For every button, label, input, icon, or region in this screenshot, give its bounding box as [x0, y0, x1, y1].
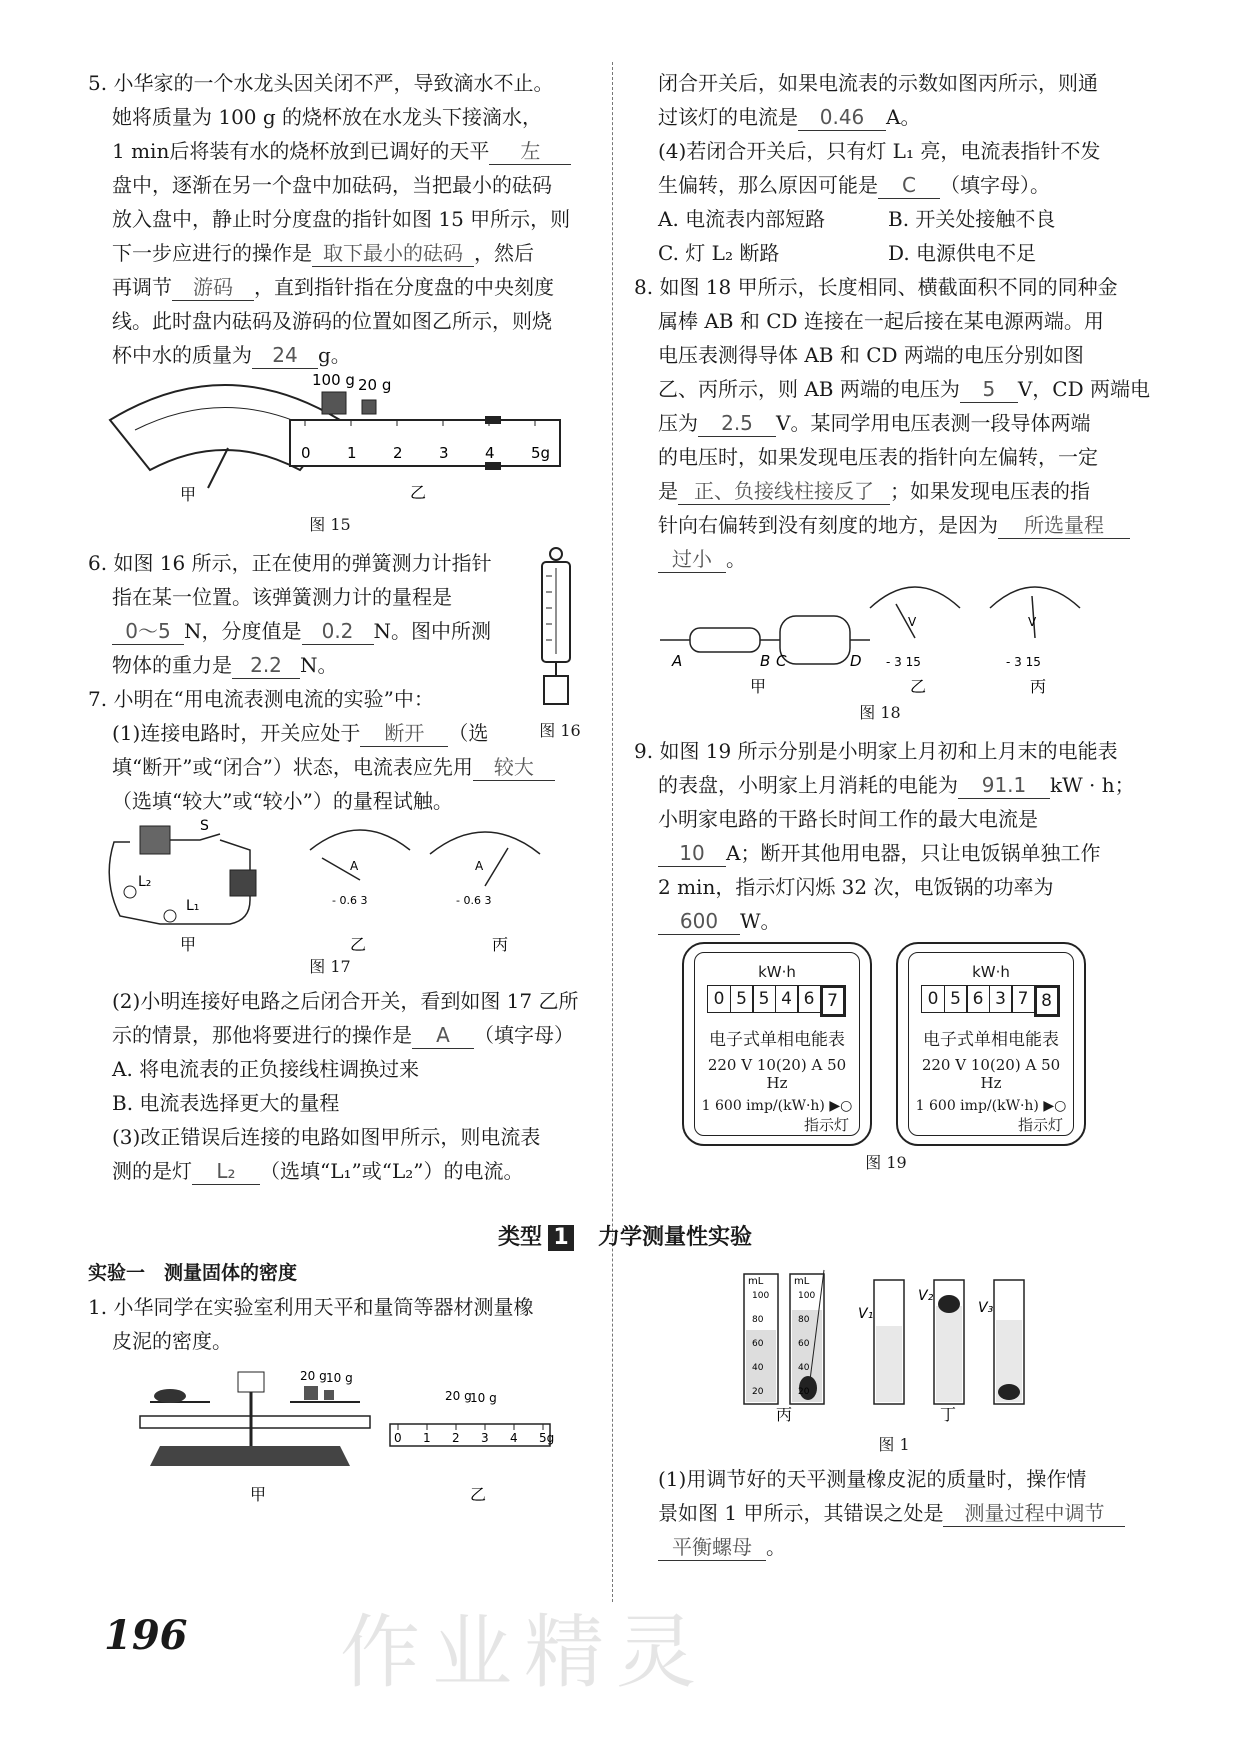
question-7-continued	[88, 984, 608, 1188]
figure-caption: 图 1	[878, 1435, 910, 1454]
column-divider	[612, 62, 613, 1602]
q8-line: 8. 如图 18 甲所示，长度相同、横截面积不同的同种金	[634, 275, 1118, 299]
meter-spec: 220 V 10(20) A 50 Hz	[921, 1056, 1061, 1092]
q8-line: V。某同学用电压表测一段导体两端	[776, 411, 1091, 435]
answer-blank: L₂	[192, 1158, 260, 1185]
question-6	[88, 546, 518, 682]
q7-line: 填“断开”或“闭合”）状态，电流表应先用	[112, 755, 473, 779]
exp1-line: 1. 小华同学在实验室利用天平和量筒等器材测量橡	[88, 1295, 534, 1319]
answer-blank: 所选量程	[998, 512, 1130, 539]
unit-label: mL	[794, 1276, 810, 1287]
question-7-right	[634, 66, 1154, 270]
weight-label: 20 g	[300, 1369, 327, 1383]
answer-blank: 600	[658, 908, 740, 935]
question-7	[88, 682, 608, 818]
fig18-label-jia: 甲	[750, 677, 767, 696]
q7-line: 闭合开关后，如果电流表的示数如图丙所示，则通	[658, 71, 1098, 95]
q9-line: kW · h；	[1050, 773, 1135, 797]
answer-blank: 断开	[360, 720, 448, 747]
q9-line: 9. 如图 19 所示分别是小明家上月初和上月末的电能表	[634, 739, 1118, 763]
q7-line: 过该灯的电流是	[658, 105, 798, 129]
meter-digit: 5	[730, 985, 754, 1013]
q8-line: 是	[658, 479, 678, 503]
answer-blank: A	[412, 1022, 474, 1049]
answer-blank: 游码	[172, 274, 254, 301]
fig17-label-yi: 乙	[350, 935, 367, 954]
exp1-line: 。	[766, 1535, 786, 1559]
ammeter-dial-icon	[310, 830, 410, 907]
option-d: D. 电源供电不足	[888, 241, 1037, 265]
volume-label: V₁	[858, 1306, 874, 1322]
scale-tick-label: 4	[510, 1431, 518, 1445]
meter-digits	[695, 985, 859, 1017]
indicator-lamp-icon: ▶○	[1038, 1098, 1067, 1114]
figure-17	[100, 820, 600, 960]
q7-line: A。	[886, 105, 921, 129]
meter-digit: 7	[1011, 985, 1035, 1013]
volume-label: V₂	[918, 1288, 934, 1304]
meter-unit: kW·h	[758, 963, 796, 981]
figure-15	[100, 370, 600, 510]
weight-label: 10 g	[470, 1391, 497, 1405]
meter-digit: 3	[989, 985, 1013, 1013]
terminal-labels: - 0.6 3	[332, 894, 368, 907]
option-b: B. 开关处接触不良	[888, 207, 1056, 231]
terminal-labels: - 3 15	[886, 655, 921, 669]
answer-blank: 0.46	[798, 104, 886, 131]
section-header	[0, 1220, 1250, 1251]
q5-line: 盘中，逐渐在另一个盘中加砝码，当把最小的砝码	[112, 173, 552, 197]
energy-meter-start	[682, 942, 872, 1146]
q5-line: 杯中水的质量为	[112, 343, 252, 367]
terminal-labels: - 3 15	[1006, 655, 1041, 669]
scale-tick-label: 1	[423, 1431, 431, 1445]
energy-meter-end	[896, 942, 1086, 1146]
scale-tick-label: 5g	[531, 444, 551, 462]
ammeter-dial-icon	[430, 832, 540, 907]
point-label: C	[776, 652, 787, 670]
exp1-line: 皮泥的密度。	[112, 1329, 232, 1353]
option-a: A. 电流表内部短路	[658, 207, 826, 231]
answer-blank: 平衡螺母	[658, 1534, 766, 1561]
experiment-title: 实验一 测量固体的密度	[88, 1262, 298, 1284]
balance-icon	[140, 1372, 370, 1466]
answer-blank: 左	[489, 138, 571, 165]
q5-line: 线。此时盘内砝码及游码的位置如图乙所示，则烧	[112, 309, 552, 333]
scale-tick-label: 5g	[539, 1431, 555, 1445]
meter-title: 电子式单相电能表	[709, 1030, 845, 1050]
meter-digit: 7	[820, 985, 846, 1017]
lamp-label: 指示灯	[1017, 1116, 1063, 1134]
q8-line: 针向右偏转到没有刻度的地方，是因为	[658, 513, 998, 537]
q9-line: 的表盘，小明家上月消耗的电能为	[658, 773, 958, 797]
option-a: A. 将电流表的正负接线柱调换过来	[112, 1057, 420, 1081]
fig17-label-bing: 丙	[492, 935, 509, 954]
q5-line: 再调节	[112, 275, 172, 299]
q9-line: W。	[740, 909, 781, 933]
meter-title: 电子式单相电能表	[923, 1030, 1059, 1050]
q7-line: （选填“较大”或“较小”）的量程试触。	[112, 789, 453, 813]
question-9	[634, 734, 1154, 938]
point-label: A	[672, 652, 683, 670]
point-label: B	[760, 652, 771, 670]
watermark: 作业精灵	[340, 1606, 708, 1699]
answer-blank: 过小	[658, 546, 726, 573]
q8-line: ；如果发现电压表的指	[890, 479, 1090, 503]
terminal-labels: - 0.6 3	[456, 894, 492, 907]
weight-icon	[322, 392, 376, 414]
answer-blank: 10	[658, 840, 726, 867]
q9-line: 小明家电路的干路长时间工作的最大电流是	[658, 807, 1038, 831]
meter-digit: 6	[797, 985, 821, 1013]
question-5	[88, 66, 603, 372]
weight-label: 20 g	[358, 376, 392, 394]
voltmeter-dial-icon	[870, 587, 960, 669]
fig18-label-yi: 乙	[910, 677, 927, 696]
meter-digit: 4	[775, 985, 799, 1013]
section-type: 类型	[497, 1225, 542, 1250]
q8-line: 。	[726, 547, 746, 571]
figure-1-cylinders	[740, 1270, 1080, 1424]
indicator-lamp-icon: ▶○	[824, 1098, 853, 1114]
fig18-label-bing: 丙	[1030, 677, 1047, 696]
q7-line: 生偏转，那么原因可能是	[658, 173, 878, 197]
figure-caption: 图 18	[859, 703, 901, 722]
svg-text:A: A	[475, 859, 484, 873]
answer-blank: 0.2	[302, 618, 374, 645]
q6-line: 物体的重力是	[112, 653, 232, 677]
scale-tick-label: 2	[452, 1431, 460, 1445]
answer-blank: 正、负接线柱接反了	[678, 478, 890, 505]
q5-line: 5. 小华家的一个水龙头因关闭不严，导致滴水不止。	[88, 71, 554, 95]
switch-label: S	[200, 818, 209, 834]
q7-line: （选填“L₁”或“L₂”）的电流。	[260, 1159, 524, 1183]
svg-text:V: V	[908, 615, 917, 629]
fig15-label-yi: 乙	[410, 483, 427, 502]
q5-line: 放入盘中，静止时分度盘的指针如图 15 甲所示，则	[112, 207, 571, 231]
q6-line: 指在某一位置。该弹簧测力计的量程是	[112, 585, 452, 609]
fig1-label-bing: 丙	[776, 1405, 793, 1424]
q5-line: ，然后	[474, 241, 534, 265]
q7-line: 7. 小明在“用电流表测电流的实验”中：	[88, 687, 434, 711]
figure-18	[660, 570, 1120, 710]
q8-line: 乙、丙所示，则 AB 两端的电压为	[658, 377, 960, 401]
answer-blank: 91.1	[958, 772, 1050, 799]
meter-spec: 220 V 10(20) A 50 Hz	[707, 1056, 847, 1092]
weight-label: 10 g	[326, 1371, 353, 1385]
volume-label: V₃	[978, 1300, 994, 1316]
meter-digit: 5	[752, 985, 776, 1013]
cylinder-tick-label: 80	[752, 1315, 764, 1325]
svg-text:V: V	[1028, 615, 1037, 629]
section-number: 1	[548, 1225, 574, 1251]
q7-line: （选	[448, 721, 489, 745]
q6-line: 6. 如图 16 所示，正在使用的弹簧测力计指针	[88, 551, 492, 575]
cylinder-tick-label: 40	[752, 1363, 764, 1373]
answer-blank: 24	[252, 342, 318, 369]
q9-line: 2 min，指示灯闪烁 32 次，电饭锅的功率为	[658, 875, 1054, 899]
question-8	[634, 270, 1154, 576]
q7-line: 示的情景，那他将要进行的操作是	[112, 1023, 412, 1047]
scale-tick-label: 2	[393, 444, 403, 462]
lamp-label: L₂	[138, 874, 152, 890]
figure-caption: 图 15	[309, 515, 351, 534]
weight-label: 100 g	[312, 371, 355, 389]
cylinder-tick-label: 100	[798, 1291, 816, 1301]
experiment-1	[88, 1256, 608, 1358]
q8-line: 电压表测得导体 AB 和 CD 两端的电压分别如图	[658, 343, 1084, 367]
svg-text:A: A	[350, 859, 359, 873]
experiment-1-q1	[658, 1462, 1158, 1564]
cylinder-tick-label: 40	[798, 1363, 810, 1373]
figure-caption: 图 16	[539, 721, 581, 740]
fig17-label-jia: 甲	[180, 935, 197, 954]
scale-tick-label: 0	[394, 1431, 402, 1445]
exp1-line: 景如图 1 甲所示，其错误之处是	[658, 1501, 944, 1525]
answer-blank: C	[878, 172, 940, 199]
cylinder-tick-label: 20	[798, 1387, 810, 1397]
unit-label: mL	[748, 1276, 764, 1287]
fig1-label-jia: 甲	[250, 1485, 267, 1504]
overflow-cylinders-icon	[874, 1280, 1024, 1404]
q6-line: N，分度值是	[184, 619, 302, 643]
q5-line: ，直到指针指在分度盘的中央刻度	[254, 275, 554, 299]
q7-line: (2)小明连接好电路之后闭合开关，看到如图 17 乙所	[112, 989, 579, 1013]
meter-unit: kW·h	[972, 963, 1010, 981]
scale-tick-label: 1	[347, 444, 357, 462]
q7-line: （填字母）	[474, 1023, 574, 1047]
lamp-label: 指示灯	[803, 1116, 849, 1134]
figure-caption: 图 19	[865, 1153, 907, 1172]
scale-tick-label: 3	[439, 444, 449, 462]
point-label: D	[850, 652, 862, 670]
q6-line: N。图中所测	[373, 619, 491, 643]
meter-imp: 1 600 imp/(kW·h)	[701, 1098, 825, 1114]
answer-blank: 0～5	[112, 618, 184, 645]
fig15-label-jia: 甲	[180, 485, 197, 504]
rider-scale	[390, 1424, 550, 1446]
q8-line: 压为	[658, 411, 698, 435]
q5-line: 下一步应进行的操作是	[112, 241, 312, 265]
lamp-label: L₁	[186, 898, 200, 914]
scale-tick-label: 4	[485, 444, 495, 462]
figure-1-balance	[140, 1362, 560, 1512]
weight-label: 20 g	[445, 1389, 472, 1403]
section-name: 力学测量性实验	[598, 1225, 753, 1250]
meter-digit: 6	[966, 985, 990, 1013]
figure-caption: 图 17	[309, 957, 351, 976]
fig1-label-yi: 乙	[470, 1485, 487, 1504]
option-c: C. 灯 L₂ 断路	[658, 241, 780, 265]
q7-line: （填字母）。	[940, 173, 1050, 197]
q8-line: 的电压时，如果发现电压表的指针向左偏转，一定	[658, 445, 1098, 469]
rider-scale	[290, 416, 560, 470]
answer-blank: 2.5	[698, 410, 776, 437]
q5-line: 她将质量为 100 g 的烧杯放在水龙头下接滴水，	[112, 105, 543, 129]
meter-digit: 0	[707, 985, 731, 1013]
scale-tick-label: 0	[301, 444, 311, 462]
q8-line: 属棒 AB 和 CD 连接在一起后接在某电源两端。用	[658, 309, 1104, 333]
q5-line: g。	[318, 343, 351, 367]
cylinder-tick-label: 20	[752, 1387, 764, 1397]
cylinder-tick-label: 100	[752, 1291, 770, 1301]
q7-line: (3)改正错误后连接的电路如图甲所示，则电流表	[112, 1125, 541, 1149]
q7-line: (1)连接电路时，开关应处于	[112, 721, 361, 745]
cylinder-tick-label: 60	[752, 1339, 764, 1349]
q9-line: A；断开其他用电器，只让电饭锅单独工作	[726, 841, 1101, 865]
q8-line: V，CD 两端电	[1017, 377, 1150, 401]
meter-digits	[909, 985, 1073, 1017]
exp1-line: (1)用调节好的天平测量橡皮泥的质量时，操作情	[658, 1467, 1087, 1491]
meter-digit: 0	[921, 985, 945, 1013]
cylinder-tick-label: 60	[798, 1339, 810, 1349]
circuit-diagram	[109, 826, 256, 924]
q6-line: N。	[300, 653, 338, 677]
answer-blank: 测量过程中调节	[943, 1500, 1125, 1527]
q5-line: 1 min后将装有水的烧杯放到已调好的天平	[112, 139, 490, 163]
answer-blank: 取下最小的砝码	[312, 240, 474, 267]
answer-blank: 较大	[473, 754, 555, 781]
cylinder-tick-label: 80	[798, 1315, 810, 1325]
meter-digit: 5	[944, 985, 968, 1013]
scale-tick-label: 3	[481, 1431, 489, 1445]
page-number: 196	[104, 1612, 188, 1659]
fig1-label-ding: 丁	[940, 1405, 957, 1424]
voltmeter-dial-icon	[990, 587, 1080, 669]
answer-blank: 5	[960, 376, 1018, 403]
meter-digit: 8	[1034, 985, 1060, 1017]
meter-imp: 1 600 imp/(kW·h)	[915, 1098, 1039, 1114]
option-b: B. 电流表选择更大的量程	[112, 1091, 340, 1115]
q7-line: (4)若闭合开关后，只有灯 L₁ 亮，电流表指针不发	[658, 139, 1101, 163]
answer-blank: 2.2	[232, 652, 300, 679]
q7-line: 测的是灯	[112, 1159, 192, 1183]
